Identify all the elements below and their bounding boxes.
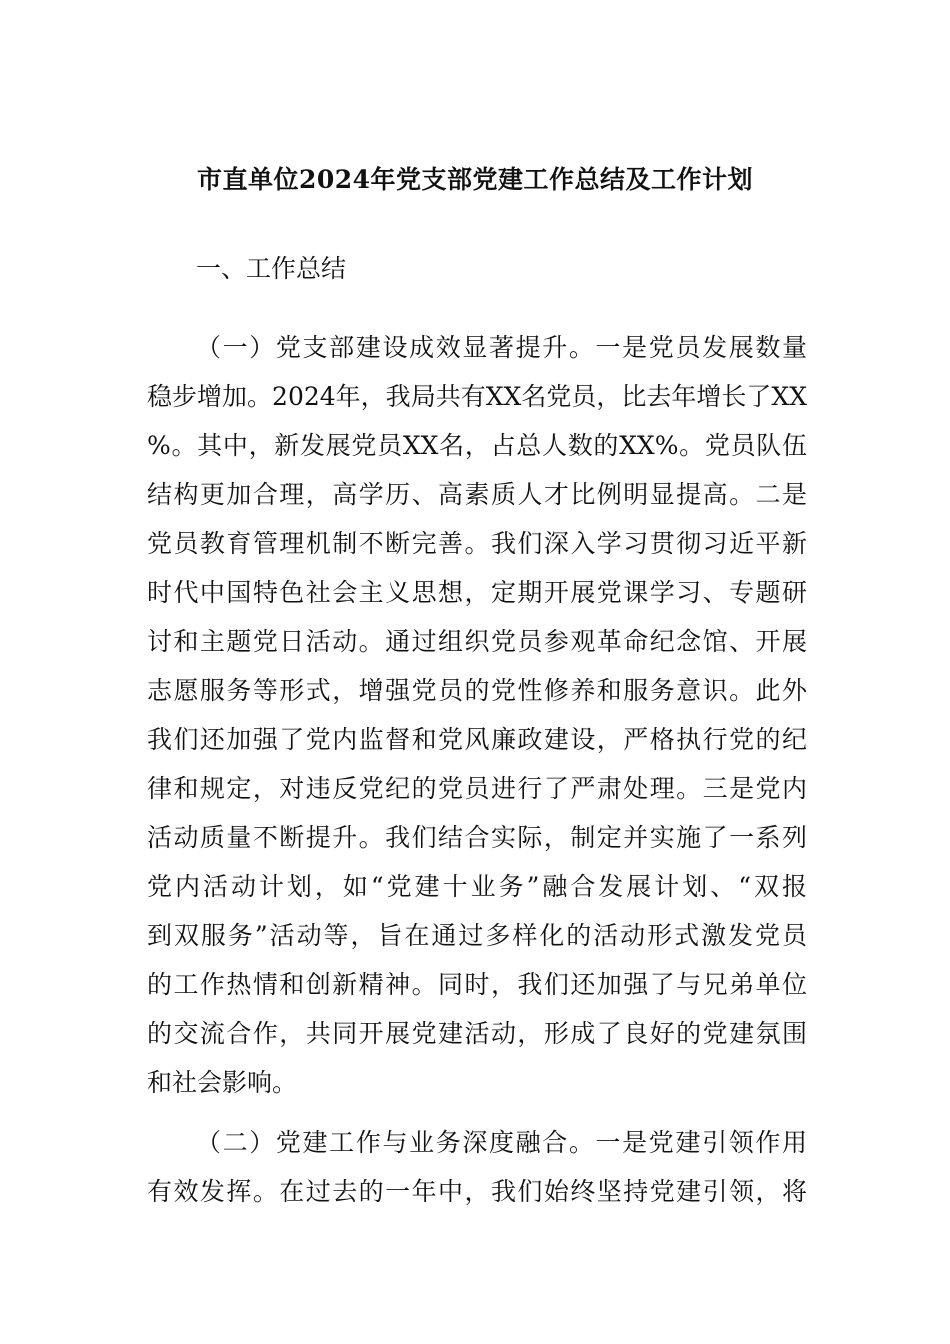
paragraph-line: 到双服务”活动等，旨在通过多样化的活动形式激发党员: [147, 921, 807, 950]
paragraph-line: 时代中国特色社会主义思想，定期开展党课学习、专题研: [147, 578, 807, 607]
paragraph-line: 有效发挥。在过去的一年中，我们始终坚持党建引领，将: [147, 1177, 807, 1206]
paragraph-line: 律和规定，对违反党纪的党员进行了严肃处理。三是党内: [147, 774, 807, 803]
paragraph-line: %。其中，新发展党员XX名，占总人数的XX%。党员队伍: [147, 431, 807, 460]
paragraph-line: 和社会影响。: [147, 1068, 298, 1097]
paragraph-line: 志愿服务等形式，增强党员的党性修养和服务意识。此外: [147, 676, 807, 705]
paragraph-line: 结构更加合理，高学历、高素质人才比例明显提高。二是: [147, 480, 807, 509]
paragraph-line: 的交流合作，共同开展党建活动，形成了良好的党建氛围: [147, 1019, 807, 1048]
paragraph-line: 党员教育管理机制不断完善。我们深入学习贯彻习近平新: [147, 529, 807, 558]
paragraph-line: （一）党支部建设成效显著提升。一是党员发展数量: [196, 333, 807, 362]
paragraph-line: 稳步增加。2024年，我局共有XX名党员，比去年增长了XX: [147, 382, 807, 411]
document-title: 市直单位2024年党支部党建工作总结及工作计划: [196, 165, 754, 194]
section-heading: 一、工作总结: [196, 254, 347, 283]
paragraph-line: 讨和主题党日活动。通过组织党员参观革命纪念馆、开展: [147, 627, 807, 656]
paragraph-line: （二）党建工作与业务深度融合。一是党建引领作用: [196, 1128, 807, 1157]
paragraph-line: 的工作热情和创新精神。同时，我们还加强了与兄弟单位: [147, 970, 807, 999]
paragraph-line: 我们还加强了党内监督和党风廉政建设，严格执行党的纪: [147, 725, 807, 754]
paragraph-line: 党内活动计划，如“党建十业务”融合发展计划、“双报: [147, 872, 807, 901]
paragraph-line: 活动质量不断提升。我们结合实际，制定并实施了一系列: [147, 823, 807, 852]
